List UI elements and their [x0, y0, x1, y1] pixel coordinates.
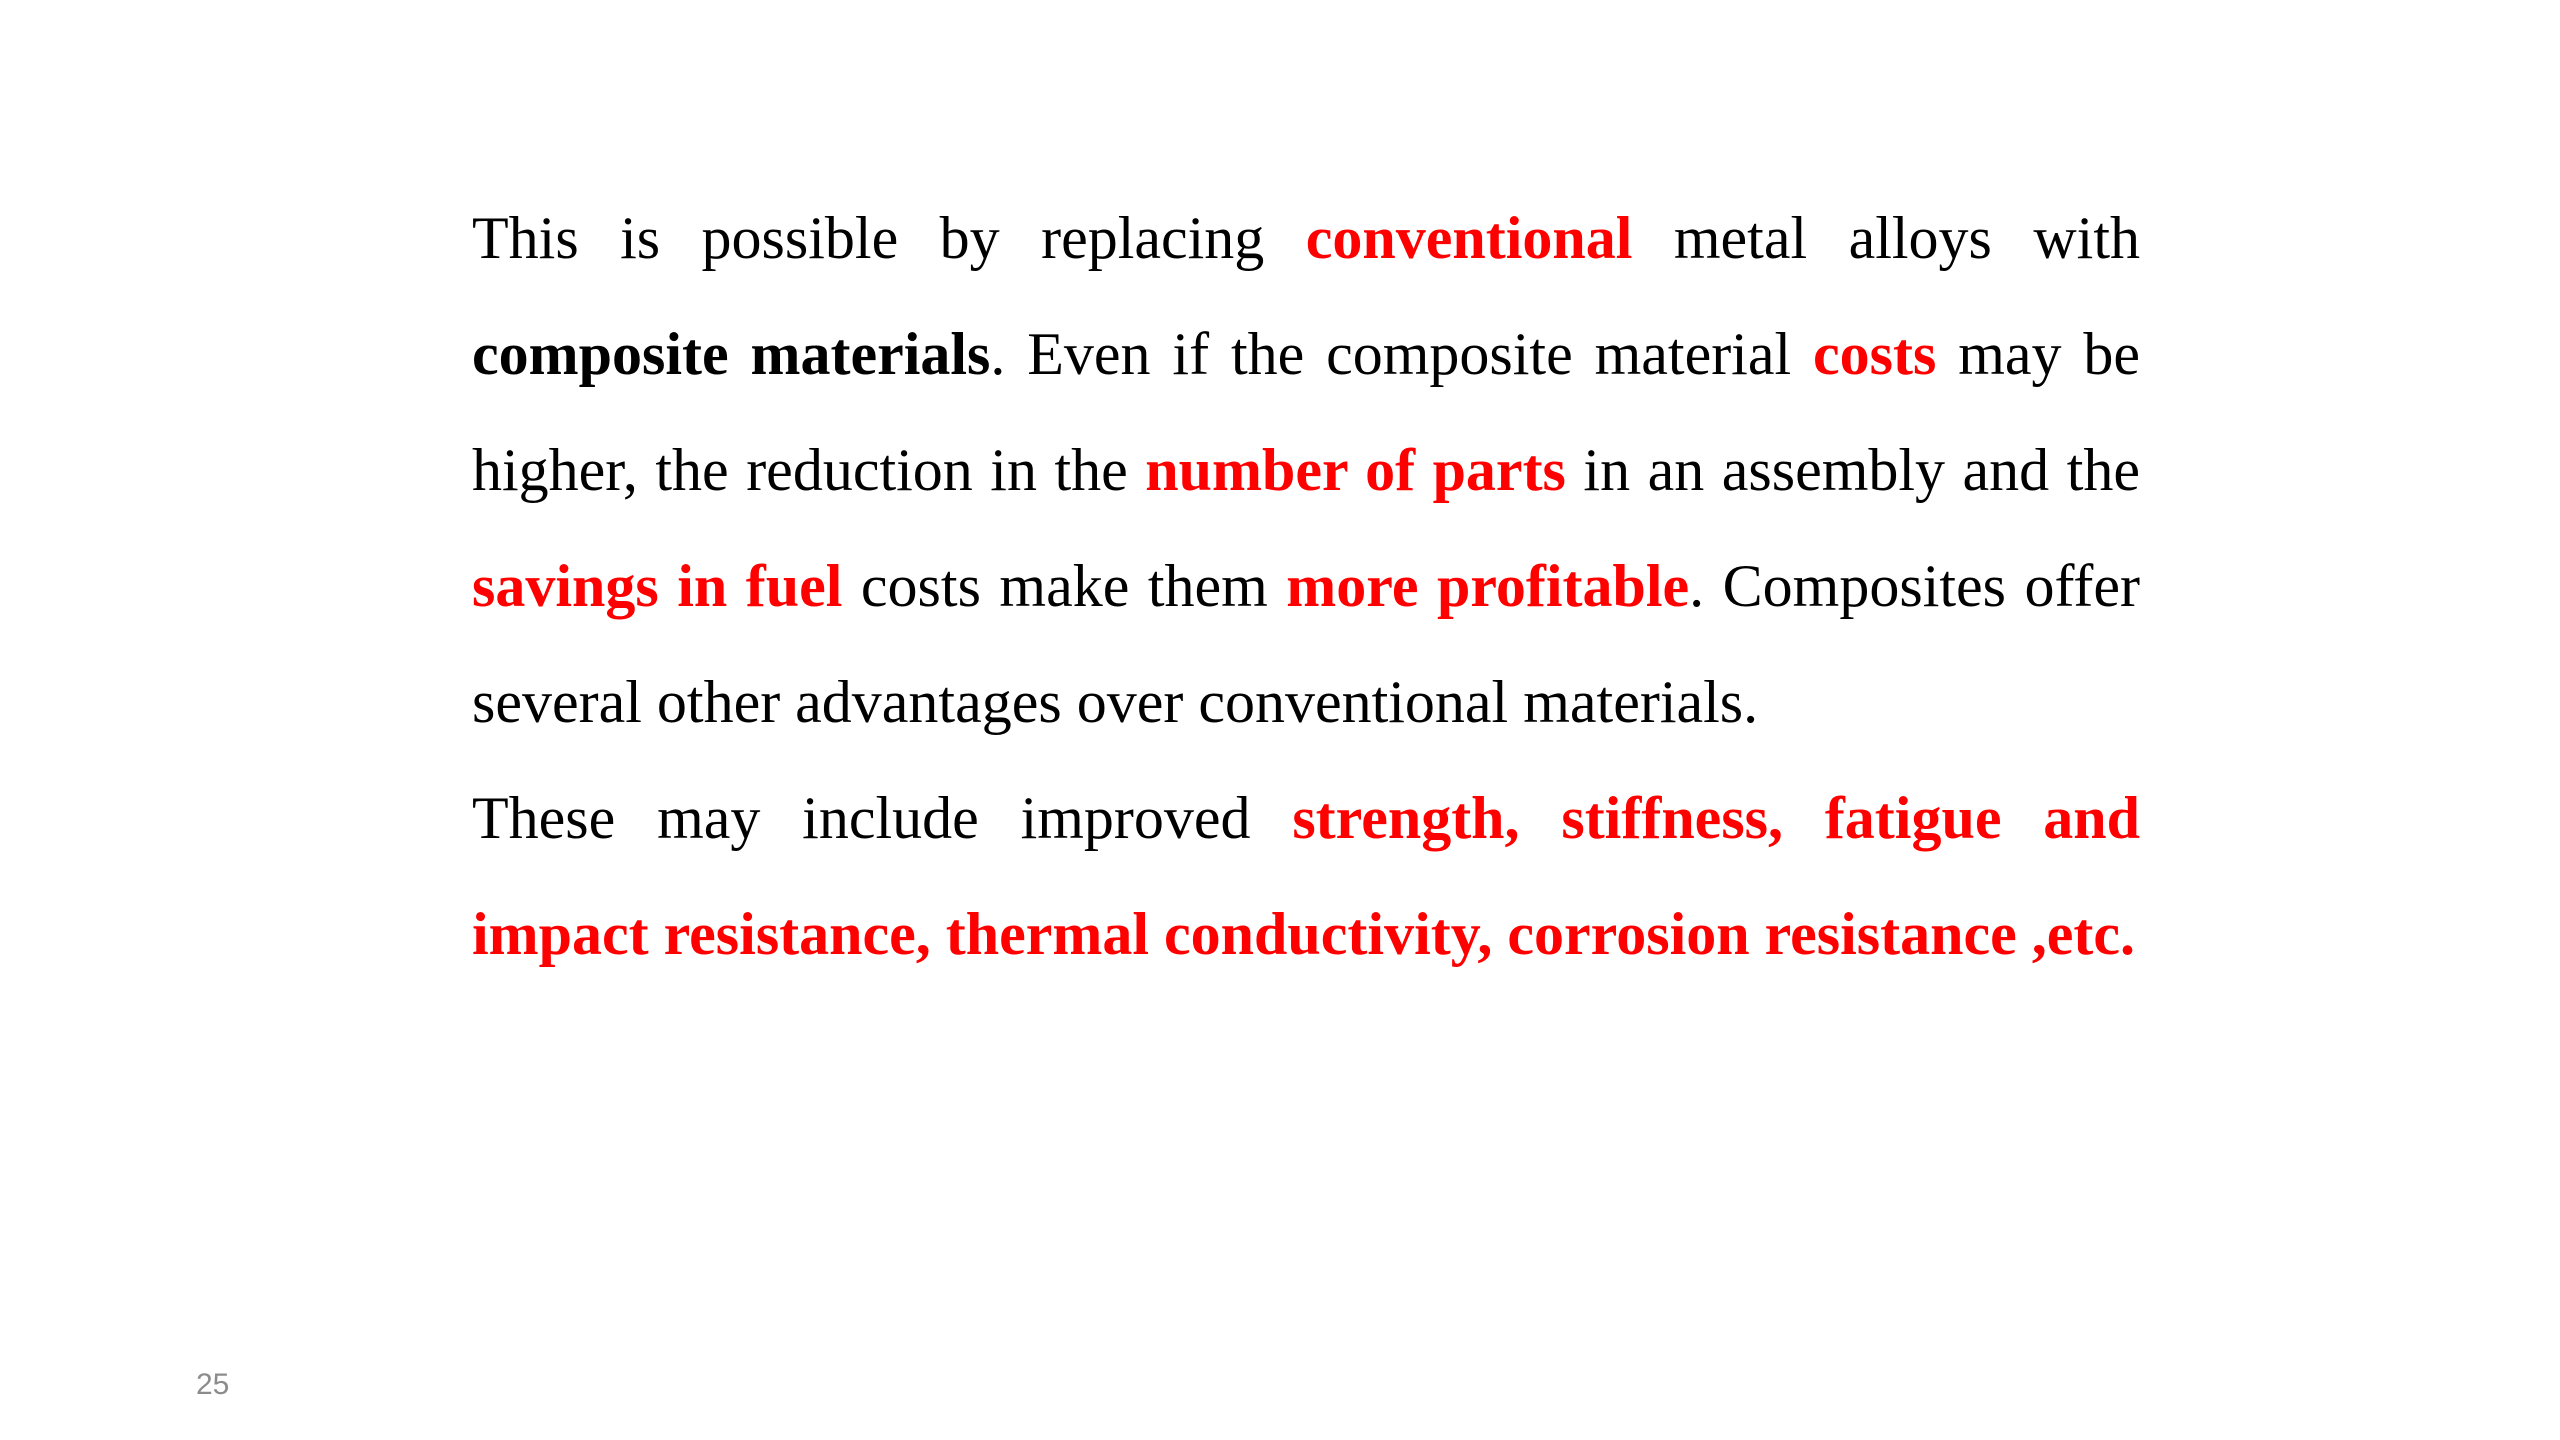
- slide-body: [472, 180, 2140, 992]
- page-number: 25: [196, 1368, 230, 1401]
- paragraph-composites-benefits: [472, 180, 2140, 760]
- text-run: metal alloys with: [1632, 205, 2140, 271]
- highlight-conventional: conventional: [1305, 205, 1633, 271]
- highlight-advantages-list: strength, stiffness, fatigue and impact resistance, thermal conductivity, corrosion resistance ,etc.: [472, 785, 2140, 967]
- text-run: may be higher, the reduction in the: [472, 321, 2141, 503]
- text-run: in an assembly and the: [1565, 437, 2140, 503]
- text-run: . Even if the composite material: [990, 321, 1814, 387]
- highlight-number-of-parts: number of parts: [1145, 437, 1566, 503]
- text-run: These may include improved: [472, 785, 1293, 851]
- text-run: . Composites offer several other advantages over conventional materials.: [472, 553, 2141, 735]
- highlight-more-profitable: more profitable: [1286, 553, 1690, 619]
- text-run: costs make them: [842, 553, 1287, 619]
- bold-composite-materials: composite materials: [472, 321, 991, 387]
- highlight-savings-in-fuel: savings in fuel: [472, 553, 843, 619]
- paragraph-advantages: [472, 760, 2140, 992]
- highlight-costs: costs: [1813, 321, 1937, 387]
- text-run: This is possible by replacing: [472, 205, 1306, 271]
